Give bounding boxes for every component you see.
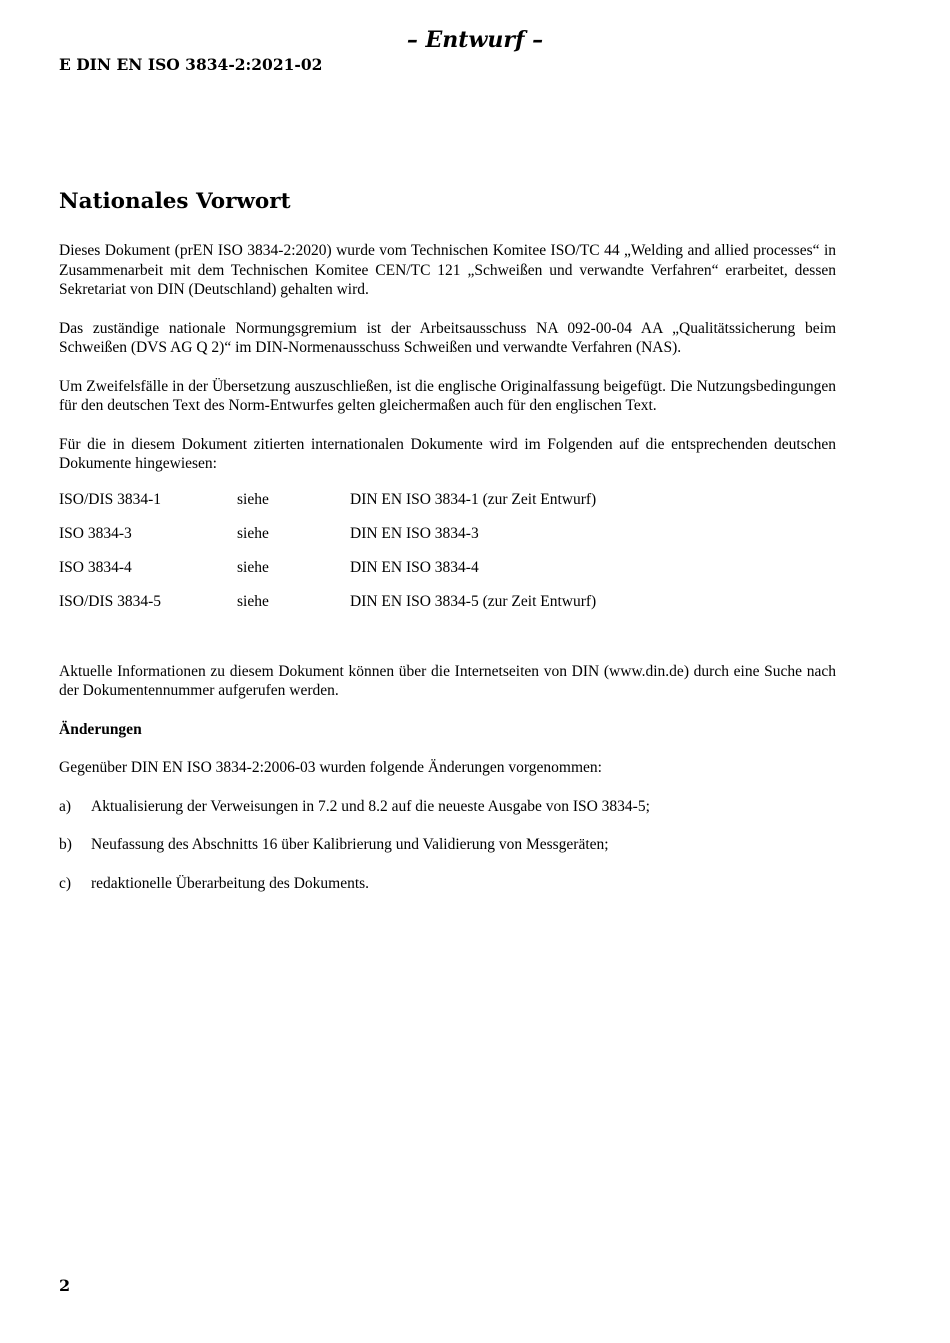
reference-international: ISO 3834-3 — [59, 524, 132, 542]
list-item-text: Aktualisierung der Verweisungen in 7.2 und 8.2 auf die neueste Ausgabe von ISO 3834-5; — [91, 797, 650, 815]
list-item-text: Neufassung des Abschnitts 16 über Kalibrierung und Validierung von Messgeräten; — [91, 836, 609, 853]
list-item — [59, 797, 836, 817]
list-item — [59, 835, 836, 855]
reference-relation: siehe — [237, 524, 269, 542]
paragraph-translation: Um Zweifelsfälle in der Übersetzung auszuschließen, ist die englische Originalfassung beigefügt. Die Nutzungsbedingungen für den deutschen Text des Norm-Entwurfes gelten gleichermaßen auch für den englischen Text. — [59, 377, 836, 414]
draft-label: – Entwurf – — [406, 27, 544, 53]
main-content — [59, 186, 836, 893]
list-item — [59, 874, 836, 894]
reference-row — [59, 483, 836, 517]
paragraph-national-body: Das zuständige nationale Normungsgremium ist der Arbeitsausschuss NA 092-00-04 AA „Qualitätssicherung beim Schweißen (DVS AG Q 2)“ im DIN-Normenausschuss Schweißen und verwandte Verfahren (NAS). — [59, 319, 836, 356]
document-id: E DIN EN ISO 3834-2:2021-02 — [59, 55, 323, 74]
paragraph-committee: Dieses Dokument (prEN ISO 3834-2:2020) wurde vom Technischen Komitee ISO/TC 44 „Welding and allied processes“ in Zusammenarbeit mit dem Technischen Komitee CEN/TC 121 „Schweißen und verwandte Verfahren“ erarbeitet, dessen Sekretariat von DIN (Deutschland) gehalten wird. — [59, 242, 836, 298]
reference-national: DIN EN ISO 3834-4 — [350, 558, 479, 576]
reference-table — [59, 483, 836, 619]
paragraph-online-info: Aktuelle Informationen zu diesem Dokument können über die Internetseiten von DIN (www.din.de) durch eine Suche nach der Dokumentennummer aufgerufen werden. — [59, 662, 836, 699]
list-item-label: c) — [59, 874, 72, 892]
reference-international: ISO 3834-4 — [59, 558, 132, 576]
reference-national: DIN EN ISO 3834-5 (zur Zeit Entwurf) — [350, 592, 597, 610]
list-item-label: a) — [59, 797, 72, 815]
reference-relation: siehe — [237, 558, 269, 576]
reference-national: DIN EN ISO 3834-3 — [350, 524, 479, 542]
changes-intro: Gegenüber DIN EN ISO 3834-2:2006-03 wurden folgende Änderungen vorgenommen: — [59, 759, 602, 776]
reference-row — [59, 517, 836, 551]
reference-international: ISO/DIS 3834-1 — [59, 490, 162, 508]
section-title: Nationales Vorwort — [59, 189, 291, 214]
changes-heading: Änderungen — [59, 720, 142, 738]
page-number: 2 — [59, 1276, 71, 1295]
list-item-text: redaktionelle Überarbeitung des Dokuments. — [91, 874, 370, 892]
reference-row — [59, 585, 836, 619]
reference-national: DIN EN ISO 3834-1 (zur Zeit Entwurf) — [350, 490, 597, 508]
reference-row — [59, 551, 836, 585]
paragraph-references-intro: Für die in diesem Dokument zitierten internationalen Dokumente wird im Folgenden auf die entsprechenden deutschen Dokumente hingewiesen: — [59, 435, 836, 472]
reference-relation: siehe — [237, 490, 269, 508]
changes-list — [59, 797, 836, 894]
reference-international: ISO/DIS 3834-5 — [59, 592, 162, 610]
list-item-label: b) — [59, 836, 72, 853]
reference-relation: siehe — [237, 592, 269, 610]
